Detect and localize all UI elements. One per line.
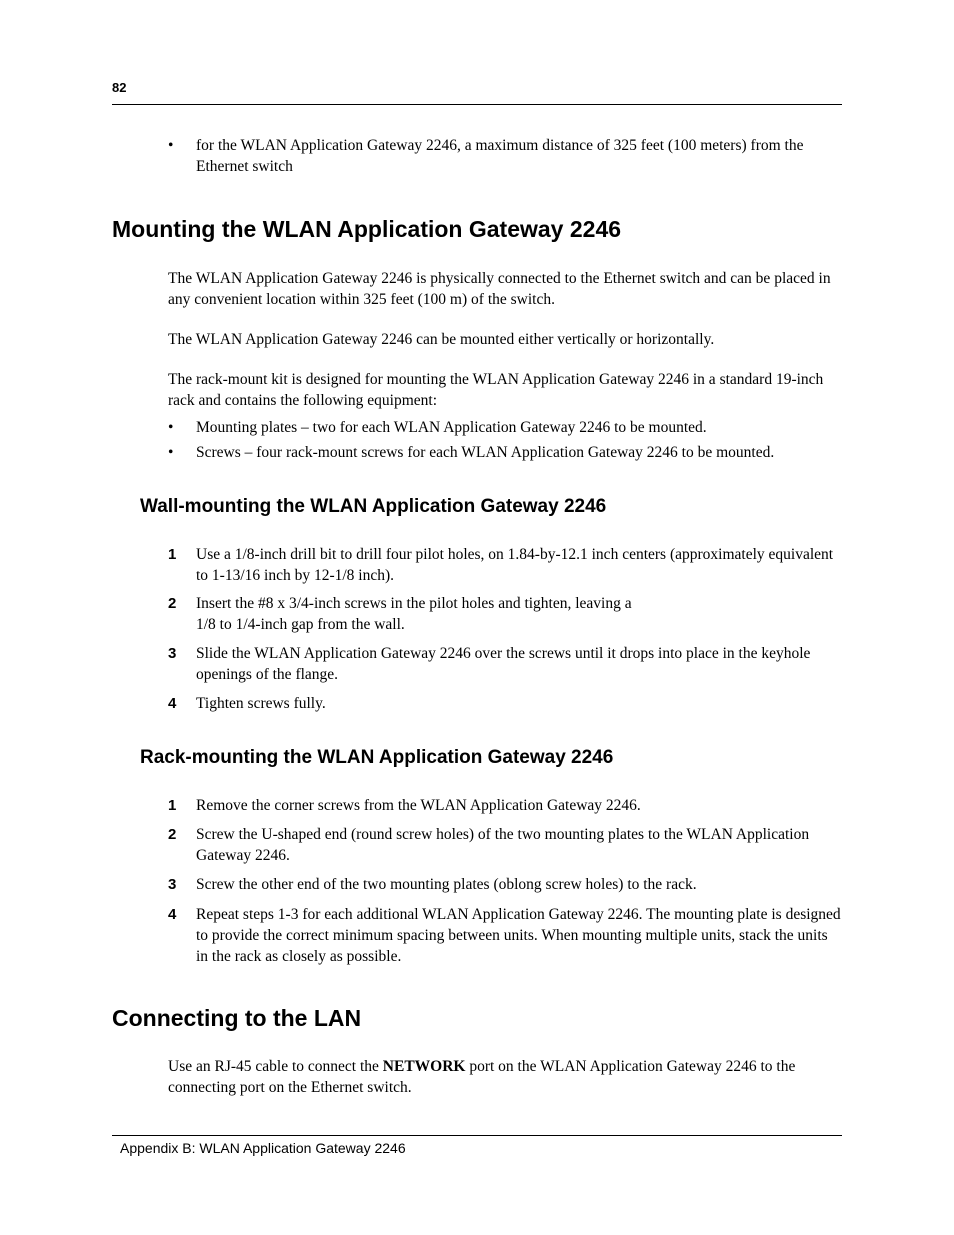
lan-paragraph xyxy=(168,1056,842,1098)
step-text: Remove the corner screws from the WLAN Application Gateway 2246. xyxy=(196,797,641,814)
intro-bullet-text: for the WLAN Application Gateway 2246, a maximum distance of 325 feet (100 meters) from the Ethernet switch xyxy=(196,137,804,175)
step-text: Slide the WLAN Application Gateway 2246 over the screws until it drops into place in the keyhole openings of the flange. xyxy=(196,645,811,683)
step-text: Screw the U-shaped end (round screw holes) of the two mounting plates to the WLAN Application Gateway 2246. xyxy=(196,826,810,864)
mounting-para-2: The WLAN Application Gateway 2246 can be mounted either vertically or horizontally. xyxy=(168,331,715,348)
step-number: 3 xyxy=(168,876,177,893)
lan-text-after: port on the WLAN Application Gateway 2246 to the connecting port on the Ethernet switch. xyxy=(168,1058,796,1096)
step-number: 2 xyxy=(168,826,177,843)
step-number: 4 xyxy=(168,906,177,923)
step-number: 1 xyxy=(168,797,177,814)
footer-rule xyxy=(112,1135,842,1136)
page-number: 82 xyxy=(112,80,127,95)
wall-mounting-heading: Wall-mounting the WLAN Application Gateway 2246 xyxy=(140,496,607,517)
footer-text: Appendix B: WLAN Application Gateway 2246 xyxy=(120,1140,406,1156)
bullet-icon: • xyxy=(168,137,174,154)
mounting-para-1: The WLAN Application Gateway 2246 is physically connected to the Ethernet switch and can be placed in any convenient location within 325 feet (100 m) of the switch. xyxy=(168,270,831,308)
mounting-para-3: The rack-mount kit is designed for mounting the WLAN Application Gateway 2246 in a standard 19-inch rack and contains the following equipment: xyxy=(168,371,824,409)
step-number: 1 xyxy=(168,546,177,563)
bullet-icon: • xyxy=(168,444,174,461)
network-port-label: NETWORK xyxy=(382,1058,466,1075)
step-text: Repeat steps 1-3 for each additional WLAN Application Gateway 2246. The mounting plate is designed to provide the correct minimum spacing between units. When mounting multiple units, stack the units in the rack as closely as possible. xyxy=(196,906,841,965)
header-rule xyxy=(112,104,842,105)
lan-text-before: Use an RJ-45 cable to connect the xyxy=(168,1058,383,1075)
step-text xyxy=(196,593,842,635)
equipment-bullet-text: Screws – four rack-mount screws for each WLAN Application Gateway 2246 to be mounted. xyxy=(196,444,775,461)
bullet-icon: • xyxy=(168,419,174,436)
step-number: 2 xyxy=(168,595,177,612)
equipment-bullet-text: Mounting plates – two for each WLAN Application Gateway 2246 to be mounted. xyxy=(196,419,707,436)
step-text: Tighten screws fully. xyxy=(196,695,326,712)
rack-mounting-heading: Rack-mounting the WLAN Application Gateway 2246 xyxy=(140,747,614,768)
step-text: Screw the other end of the two mounting plates (oblong screw holes) to the rack. xyxy=(196,876,697,893)
step-text-line: Insert the #8 x 3/4-inch screws in the pilot holes and tighten, leaving a xyxy=(196,595,632,612)
step-number: 4 xyxy=(168,695,177,712)
step-text-line: 1/8 to 1/4-inch gap from the wall. xyxy=(196,616,405,633)
lan-heading: Connecting to the LAN xyxy=(112,1005,362,1031)
step-number: 3 xyxy=(168,645,177,662)
step-text: Use a 1/8-inch drill bit to drill four pilot holes, on 1.84-by-12.1 inch centers (approximately equivalent to 1-13/16 inch by 12-1/8 inch). xyxy=(196,546,834,584)
mounting-heading: Mounting the WLAN Application Gateway 2246 xyxy=(112,216,622,242)
